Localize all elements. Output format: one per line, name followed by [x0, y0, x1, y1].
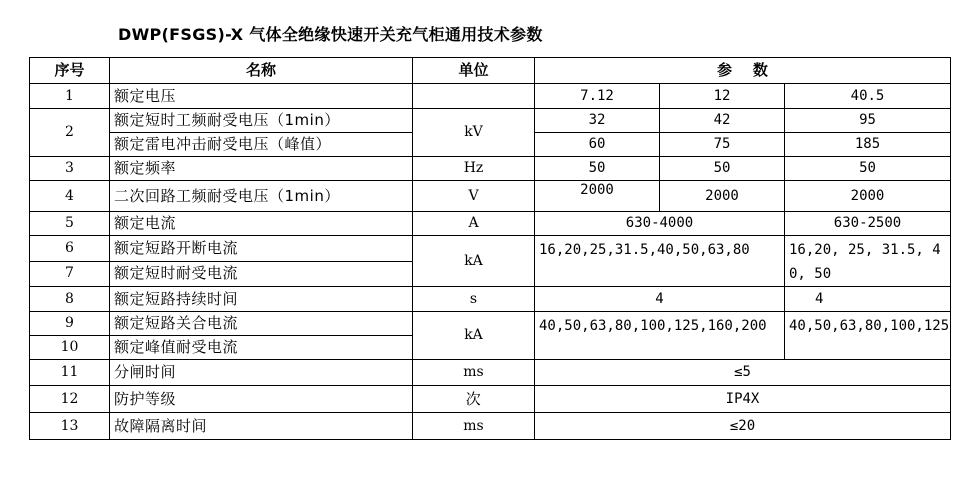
value-cell: 40,50,63,80,100,125	[785, 312, 951, 360]
row-name: 故障隔离时间	[110, 413, 413, 440]
table-row	[30, 84, 951, 109]
row-seq: 13	[30, 413, 110, 440]
row-name: 额定短时工频耐受电压（1min）	[110, 109, 413, 133]
value-cell: 2000	[660, 181, 785, 212]
row-unit: s	[413, 287, 535, 312]
row-seq: 6	[30, 236, 110, 262]
row-seq: 8	[30, 287, 110, 312]
technical-parameters-table	[29, 57, 951, 440]
table-row	[30, 109, 951, 133]
table-row	[30, 312, 951, 336]
value-cell: IP4X	[535, 386, 951, 413]
row-seq: 7	[30, 261, 110, 287]
value-cell: 4	[535, 287, 785, 312]
row-name: 额定短路持续时间	[110, 287, 413, 312]
row-seq: 10	[30, 336, 110, 360]
value-cell: 630-2500	[785, 212, 951, 236]
row-unit: 次	[413, 386, 535, 413]
table-row	[30, 157, 951, 181]
table-row	[30, 181, 951, 212]
row-name: 额定短时耐受电流	[110, 261, 413, 287]
table-row	[30, 360, 951, 386]
row-unit: ms	[413, 413, 535, 440]
value-cell: ≤20	[535, 413, 951, 440]
row-seq: 3	[30, 157, 110, 181]
row-name: 二次回路工频耐受电压（1min）	[110, 181, 413, 212]
row-name: 额定短路关合电流	[110, 312, 413, 336]
table-row	[30, 413, 951, 440]
row-unit: kA	[413, 236, 535, 287]
value-cell: 60	[535, 133, 660, 157]
document-title: DWP(FSGS)-X 气体全绝缘快速开关充气柜通用技术参数	[118, 25, 543, 44]
table-row	[30, 236, 951, 262]
value-cell: 50	[785, 157, 951, 181]
header-row	[30, 58, 951, 84]
row-name: 额定短路开断电流	[110, 236, 413, 262]
row-unit: Hz	[413, 157, 535, 181]
value-cell: 75	[660, 133, 785, 157]
row-seq: 11	[30, 360, 110, 386]
row-unit	[413, 84, 535, 109]
header-params: 参 数	[535, 58, 951, 84]
value-cell: 32	[535, 109, 660, 133]
row-seq: 1	[30, 84, 110, 109]
value-cell: 42	[660, 109, 785, 133]
header-unit: 单位	[413, 58, 535, 84]
row-unit: A	[413, 212, 535, 236]
value-cell: 40,50,63,80,100,125,160,200	[535, 312, 785, 360]
row-unit: kV	[413, 109, 535, 157]
value-cell: ≤5	[535, 360, 951, 386]
value-cell: 16,20, 25, 31.5, 40, 50	[785, 236, 951, 287]
value-cell: 40.5	[785, 84, 951, 109]
row-seq: 12	[30, 386, 110, 413]
table-row	[30, 386, 951, 413]
header-name: 名称	[110, 58, 413, 84]
value-cell: 16,20,25,31.5,40,50,63,80	[535, 236, 785, 287]
value-cell: 2000	[535, 181, 660, 212]
table-row	[30, 212, 951, 236]
row-seq: 5	[30, 212, 110, 236]
row-unit: kA	[413, 312, 535, 360]
value-cell: 185	[785, 133, 951, 157]
value-cell: 630-4000	[535, 212, 785, 236]
value-cell: 2000	[785, 181, 951, 212]
row-unit: ms	[413, 360, 535, 386]
row-seq: 4	[30, 181, 110, 212]
row-name: 额定峰值耐受电流	[110, 336, 413, 360]
row-name: 防护等级	[110, 386, 413, 413]
row-seq: 9	[30, 312, 110, 336]
value-cell: 50	[535, 157, 660, 181]
row-name: 额定电流	[110, 212, 413, 236]
row-name: 额定电压	[110, 84, 413, 109]
row-seq: 2	[30, 109, 110, 157]
row-name: 额定雷电冲击耐受电压（峰值）	[110, 133, 413, 157]
value-cell: 50	[660, 157, 785, 181]
value-cell: 4	[785, 287, 951, 312]
row-unit: V	[413, 181, 535, 212]
row-name: 分闸时间	[110, 360, 413, 386]
header-seq: 序号	[30, 58, 110, 84]
value-cell: 12	[660, 84, 785, 109]
value-cell: 95	[785, 109, 951, 133]
table-row	[30, 287, 951, 312]
row-name: 额定频率	[110, 157, 413, 181]
value-cell: 7.12	[535, 84, 660, 109]
